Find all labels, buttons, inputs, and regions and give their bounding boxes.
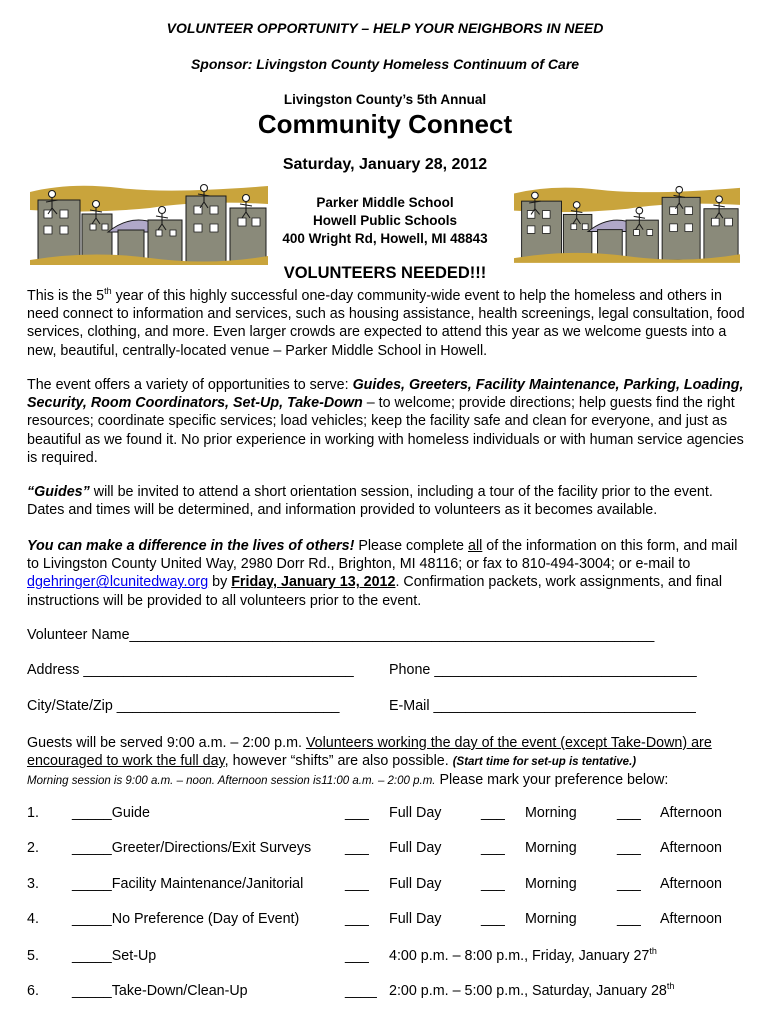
- full-day-blank[interactable]: ___: [345, 840, 369, 856]
- option-row-no-preference[interactable]: [0, 911, 770, 931]
- instructions-paragraph: You can make a difference in the lives of others! Please complete all of the information on this form, and mail to Livingston County United Way, 2980 Dorr Rd., Brighton, MI 48116; or fax to 810-494-3004; or e-mail to dgehringer@lcunitedway.org by Friday, January 13, 2012. Confirmation packets, work assignments, and final instructions will be provided to all volunteers prior to the event.: [27, 538, 738, 609]
- afternoon-blank[interactable]: ___: [617, 911, 641, 927]
- option-number: 4.: [27, 911, 39, 927]
- full-day-blank[interactable]: ___: [345, 876, 369, 892]
- option-label[interactable]: _____No Preference (Day of Event): [72, 911, 300, 927]
- option-label[interactable]: _____Take-Down/Clean-Up: [72, 983, 248, 999]
- morning-blank[interactable]: ___: [481, 911, 505, 927]
- annual-line: Livingston County’s 5th Annual: [283, 92, 487, 107]
- option-number: 2.: [27, 840, 39, 856]
- afternoon-label: Afternoon: [660, 805, 722, 821]
- morning-blank[interactable]: ___: [481, 840, 505, 856]
- morning-label: Morning: [525, 911, 577, 927]
- morning-blank[interactable]: ___: [481, 876, 505, 892]
- takedown-blank[interactable]: ____: [345, 983, 377, 999]
- full-day-label: Full Day: [389, 840, 442, 856]
- intro-paragraph: This is the 5th year of this highly successful one-day community-wide event to help the homeless and others in need connect to information and services, such as housing assistance, health screenings, legal consultation, food services, clothing, and more. Even larger crowds are expected to attend this year as we welcome guests into a new, beautiful, centrally-located venue – Parker Middle School in Howell.: [27, 286, 745, 359]
- morning-label: Morning: [525, 840, 577, 856]
- option-row-guide[interactable]: [0, 805, 770, 825]
- option-label[interactable]: _____Set-Up: [72, 948, 157, 964]
- afternoon-blank[interactable]: ___: [617, 805, 641, 821]
- setup-blank[interactable]: ___: [345, 948, 369, 964]
- option-number: 6.: [27, 983, 39, 999]
- setup-time: 4:00 p.m. – 8:00 p.m., Friday, January 27th: [389, 946, 657, 964]
- option-label[interactable]: _____Facility Maintenance/Janitorial: [72, 876, 304, 892]
- option-number: 1.: [27, 805, 39, 821]
- sponsor-line: Sponsor: Livingston County Homeless Continuum of Care: [190, 56, 580, 72]
- option-row-greeter[interactable]: [0, 840, 770, 860]
- morning-label: Morning: [525, 876, 577, 892]
- city-illustration-left: [30, 180, 268, 265]
- afternoon-blank[interactable]: ___: [617, 876, 641, 892]
- venue-address: 400 Wright Rd, Howell, MI 48843: [282, 231, 488, 246]
- morning-blank[interactable]: ___: [481, 805, 505, 821]
- deadline: Friday, January 13, 2012: [231, 574, 396, 591]
- schedule-paragraph: Guests will be served 9:00 a.m. – 2:00 p.m. Volunteers working the day of the event (except Take-Down) are encouraged to work the full day, however “shifts” are also possible. (Start time for set-up is tentative.) Morning session is 9:00 a.m. – noon. Afternoon session is11:00 a.m. – 2:00 p.m. Please mark your preference below:: [27, 735, 712, 789]
- morning-label: Morning: [525, 805, 577, 821]
- header-line-1: VOLUNTEER OPPORTUNITY – HELP YOUR NEIGHBORS IN NEED: [166, 20, 604, 36]
- volunteer-name-field[interactable]: Volunteer Name__________________________________________________________________: [27, 627, 655, 643]
- afternoon-label: Afternoon: [660, 876, 722, 892]
- afternoon-blank[interactable]: ___: [617, 840, 641, 856]
- email-link[interactable]: dgehringer@lcunitedway.org: [27, 574, 209, 591]
- option-number: 5.: [27, 948, 39, 964]
- full-day-blank[interactable]: ___: [345, 911, 369, 927]
- option-number: 3.: [27, 876, 39, 892]
- afternoon-label: Afternoon: [660, 840, 722, 856]
- option-label[interactable]: _____Guide: [72, 805, 150, 821]
- full-day-label: Full Day: [389, 876, 442, 892]
- venue-school: Parker Middle School: [316, 195, 454, 210]
- option-row-facility[interactable]: [0, 876, 770, 896]
- volunteers-needed-heading: VOLUNTEERS NEEDED!!!: [283, 264, 487, 282]
- guides-paragraph: “Guides” will be invited to attend a short orientation session, including a tour of the facility prior to the event. Dates and times will be determined, and information provided to volunteers as it becomes available.: [27, 484, 713, 519]
- phone-field[interactable]: Phone _________________________________: [389, 662, 697, 678]
- full-day-blank[interactable]: ___: [345, 805, 369, 821]
- option-label[interactable]: _____Greeter/Directions/Exit Surveys: [72, 840, 312, 856]
- opportunities-paragraph: The event offers a variety of opportunities to serve: Guides, Greeters, Facility Maintenance, Parking, Loading, Security, Room Coordinators, Set-Up, Take-Down – to welcome; provide directions; help guests find the right resources; coordinate specific services; load vehicles; keep the facility safe and clean for everyone, and just as beautiful as we found it. No prior experience in working with homeless individuals or with human service agencies is required.: [27, 377, 744, 466]
- roles-list: Guides, Greeters, Facility Maintenance, Parking, Loading, Security, Room Coordinators, Set-Up, Take-Down: [27, 377, 744, 412]
- afternoon-label: Afternoon: [660, 911, 722, 927]
- city-illustration-right: [514, 180, 740, 265]
- option-row-setup[interactable]: [0, 948, 770, 968]
- event-date: Saturday, January 28, 2012: [282, 156, 488, 173]
- option-row-takedown[interactable]: [0, 983, 770, 1003]
- event-title: Community Connect: [257, 109, 513, 139]
- full-day-label: Full Day: [389, 805, 442, 821]
- takedown-time: 2:00 p.m. – 5:00 p.m., Saturday, January 28th: [389, 981, 675, 999]
- city-state-zip-field[interactable]: City/State/Zip ____________________________: [27, 698, 340, 714]
- address-field[interactable]: Address __________________________________: [27, 662, 354, 678]
- venue-district: Howell Public Schools: [312, 213, 458, 228]
- email-field[interactable]: E-Mail _________________________________: [389, 698, 696, 714]
- full-day-label: Full Day: [389, 911, 442, 927]
